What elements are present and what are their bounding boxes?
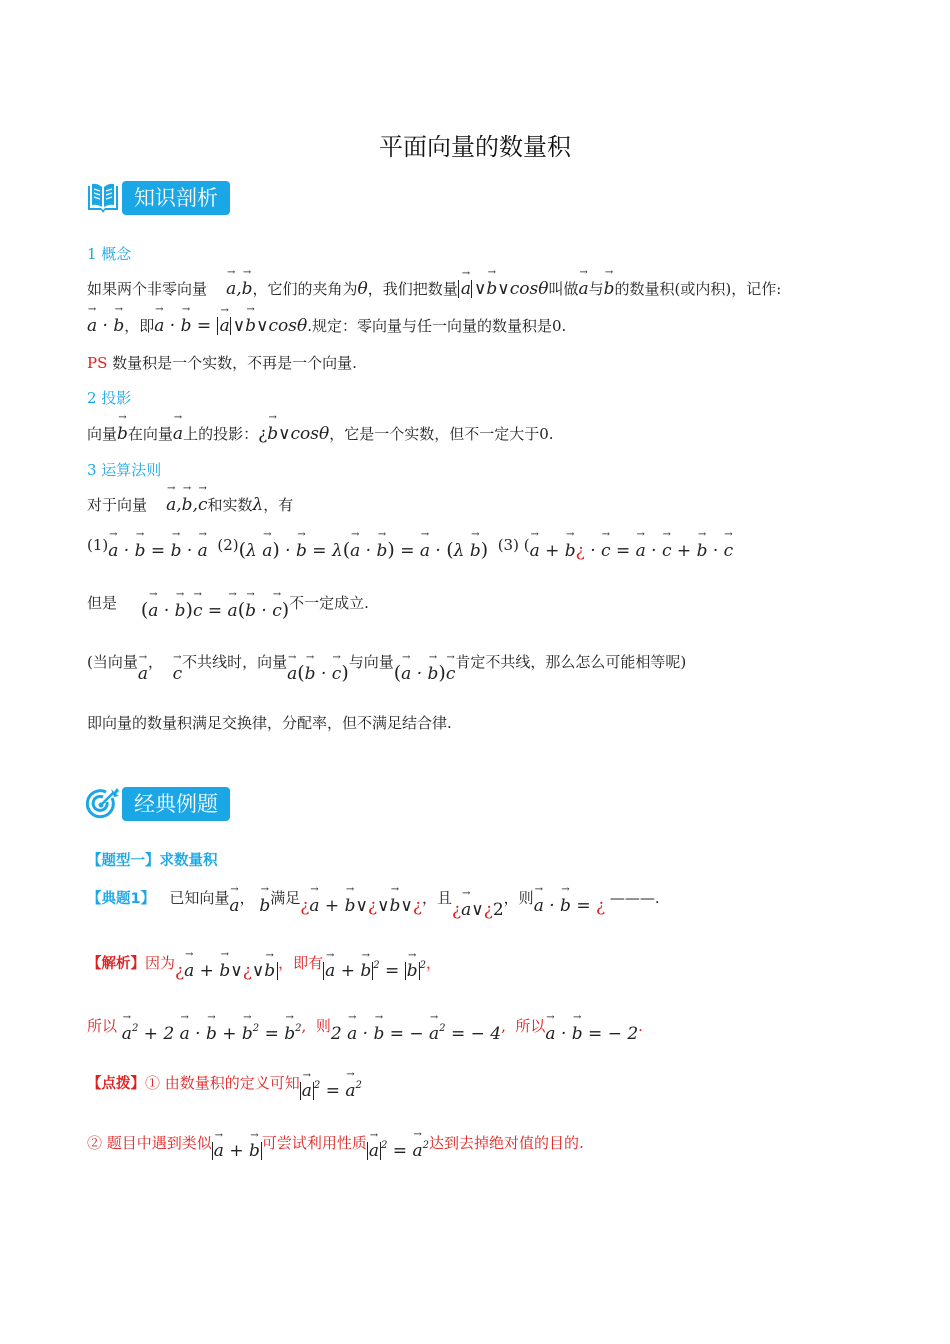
rules-intro: 对于向量 → a,→ b,→ c和实数λ，有 — [87, 495, 877, 515]
heading-concept: 1 概念 — [87, 245, 132, 263]
section-banner-examples — [86, 786, 230, 822]
page-title: 平面向量的数量积 — [379, 133, 571, 161]
tip-line-1: 【点拨】① 由数量积的定义可知→ a $^2$ = → $a^2$ — [87, 1068, 877, 1094]
ps-note: PS 数量积是一个实数，不再是一个向量. — [87, 354, 357, 372]
target-dart-icon — [86, 786, 120, 822]
definition-line-2: → a · → b，即→ a · → b = → a ∨→ b∨cosθ.规定：零向量与任一向量的数量积是0. — [87, 316, 877, 336]
summary-line: 即向量的数量积满足交换律，分配率，但不满足结合律. — [87, 714, 452, 732]
heading-projection: 2 投影 — [87, 389, 132, 407]
question-type-heading: 【题型一】求数量积 — [87, 853, 218, 869]
but-line: 但是 (→ a · → b)→ c = → a(→ b · → c)不一定成立. — [87, 592, 877, 613]
rules-formulas: (1)→ a · → b = → b · → a (2)(λ → a) · → b = λ(→ a · → b) = → a · (λ → b) (3) (→ a + → b¿ · → c = → a · → c + → b · → c — [87, 535, 877, 561]
solution-line-1: 【解析】因为¿→ a + → b∨¿∨→ b ，即有→ a + → b $^2$ = → b $^2$， — [87, 948, 877, 974]
section-title-knowledge: 知识剖析 — [122, 181, 230, 215]
section-banner-knowledge — [86, 180, 230, 216]
definition-line-1: 如果两个非零向量 → a,→ b，它们的夹角为θ，我们把数量→ a ∨→ b∨cosθ叫做→ a与→ b的数量积(或内积)，记作: — [87, 279, 877, 299]
section-title-examples: 经典例题 — [122, 787, 230, 821]
collinear-note: (当向量→ a， → c不共线时，向量→ a(→ b · → c)与向量(→ a · → b)→ c肯定不共线，那么怎么可能相等呢) — [87, 651, 877, 672]
projection-line: 向量→ b在向量→ a上的投影：¿→ b∨cosθ，它是一个实数，但不一定大于0. — [87, 424, 877, 444]
example-1-question: 【典题1】 已知向量→ a， → b满足¿→ a + → b∨¿∨→ b∨¿，且¿→ a∨¿2，则→ a · → b = ¿ ———. — [87, 888, 877, 909]
solution-line-2: 所以 → $a^2 + 2 \to a$ · → b + → $b^2$ = → $b^2$, 则2 → a · → b = − → $a^2$ = − 4, 所以→ a · → b = − 2. — [87, 1011, 877, 1036]
tip-line-2: ② 题目中遇到类似→ a + → b 可尝试利用性质→ a $^2$ = → $a^2$达到去掉绝对值的目的. — [87, 1128, 877, 1153]
heading-operation-rules: 3 运算法则 — [87, 461, 162, 479]
open-book-icon — [86, 180, 120, 216]
